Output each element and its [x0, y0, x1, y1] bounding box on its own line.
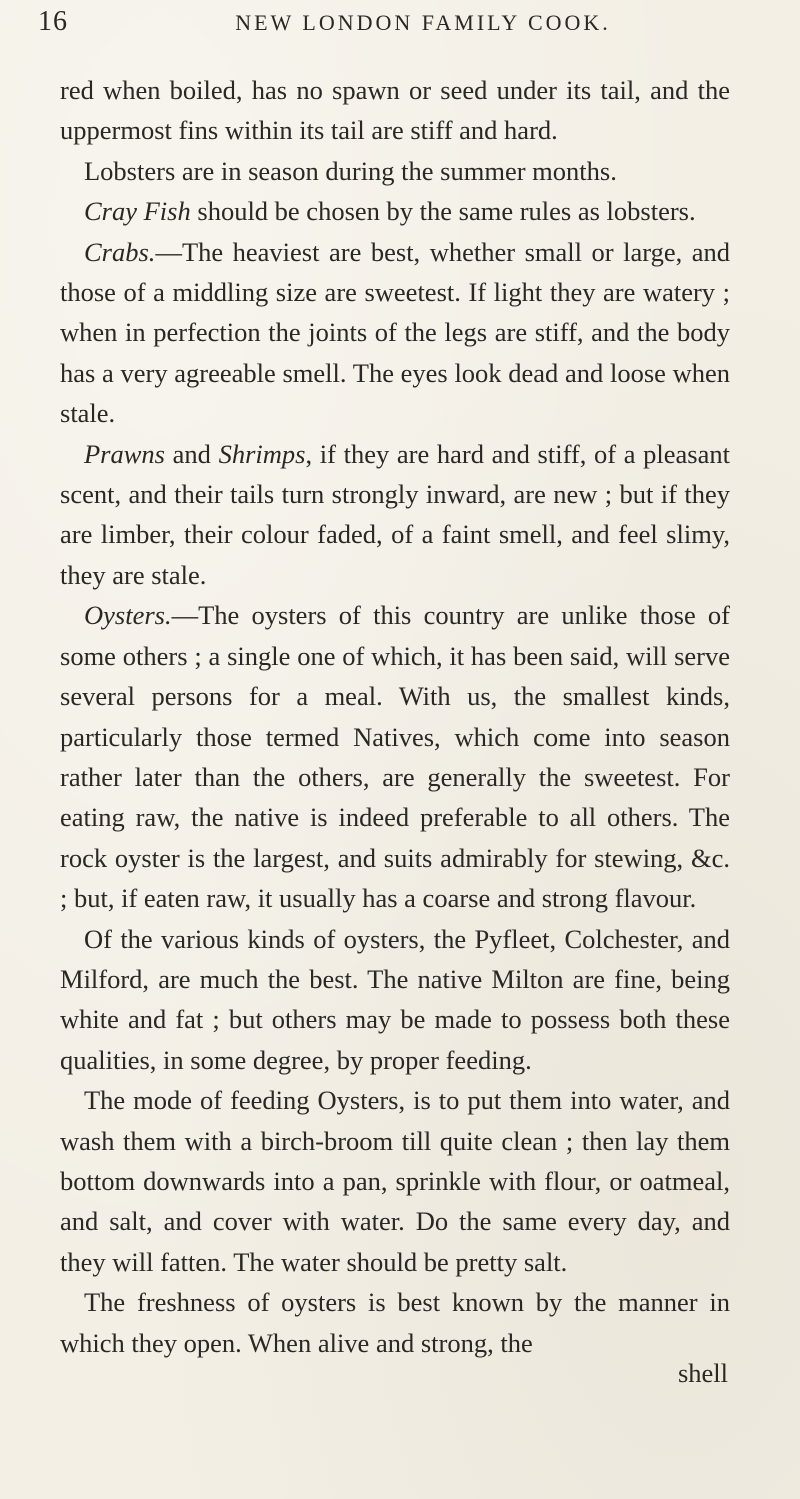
paragraph-lead: Crabs. [84, 236, 156, 267]
paragraph-crabs [60, 232, 730, 434]
running-head [38, 6, 768, 46]
paragraph-cray-fish [60, 191, 730, 231]
paragraph-lead-secondary: Shrimps [218, 438, 306, 469]
paragraph-text: red when boiled, has no spawn or seed under its tail, and the uppermost fins within its tail are stiff and hard. [60, 75, 730, 146]
paragraph-lobster-continued [60, 70, 730, 151]
paragraph-text: The freshness of oysters is best known by the manner in which they open. When alive and strong, the [60, 1287, 730, 1358]
paragraph-text: The mode of feeding Oysters, is to put them into water, and wash them with a birch-broom till quite clean ; then lay them bottom downwards into a pan, sprinkle with flour, or oatmeal, and salt, and cover with water. Do the same every day, and they will fatten. The water should be pretty salt. [60, 1085, 730, 1277]
paragraph-text: —The oysters of this country are unlike those of some others ; a single one of which, it has been said, will serve several persons for a meal. With us, the smallest kinds, particularly those termed Natives, which come into season rather later than the others, are generally the sweetest. For eating raw, the native is indeed preferable to all others. The rock oyster is the largest, and suits admirably for stewing, &c. ; but, if eaten raw, it usually has a coarse and strong flavour. [60, 600, 730, 914]
paragraph-oysters [60, 595, 730, 918]
paragraph-oyster-kinds [60, 919, 730, 1081]
paragraph-text: should be chosen by the same rules as lobsters. [190, 196, 696, 227]
paragraph-text: Lobsters are in season during the summer months. [84, 155, 617, 186]
paragraph-text-secondary: , if they are hard and stiff, of a pleasant scent, and their tails turn strongly inward, are new ; but if they are limber, their colour faded, of a faint smell, and feel slimy, they are stale. [60, 438, 730, 590]
running-title: NEW LONDON FAMILY COOK. [235, 10, 611, 35]
paragraph-lobster-season [60, 151, 730, 191]
paragraph-lead: Cray Fish [84, 196, 191, 227]
paragraph-text: —The heaviest are best, whether small or large, and those of a middling size are sweetest. If light they are watery ; when in perfection the joints of the legs are stiff, and the body has a very agreeable smell. The eyes look dead and loose when stale. [60, 236, 730, 429]
catchword: shell [677, 1358, 728, 1388]
paragraph-text: and [165, 438, 219, 469]
page-number: 16 [38, 6, 68, 37]
paragraph-feeding-oysters [60, 1080, 730, 1282]
paragraph-oyster-freshness [60, 1282, 730, 1363]
body-text [60, 70, 730, 1363]
paragraph-text: Of the various kinds of oysters, the Pyfleet, Colchester, and Milford, are much the best. The native Milton are fine, being white and fat ; but others may be made to possess both these qualities, in some degree, by proper feeding. [60, 923, 730, 1075]
paragraph-lead: Prawns [84, 438, 165, 469]
paragraph-lead: Oysters. [84, 600, 172, 631]
paragraph-prawns-shrimps [60, 434, 730, 596]
